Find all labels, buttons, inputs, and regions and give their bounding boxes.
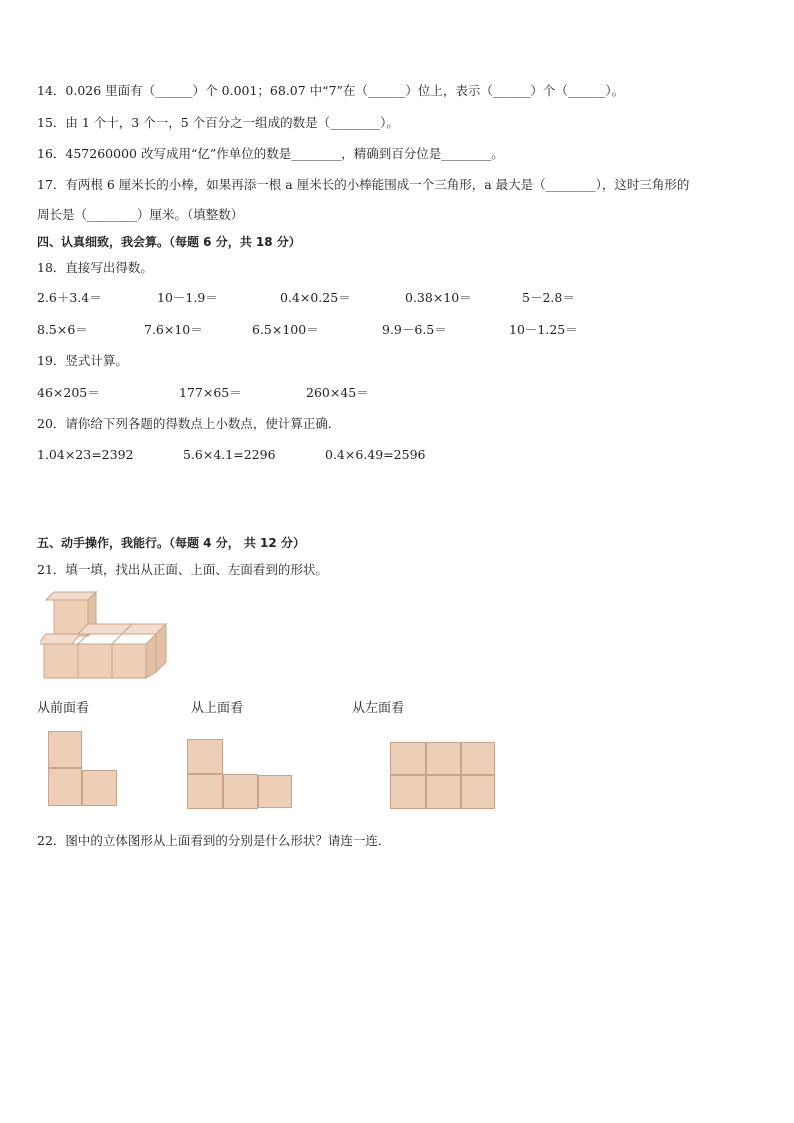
q19-expr: 177×65＝ — [179, 385, 242, 400]
q18-expr: 0.38×10＝ — [405, 290, 472, 305]
q20-expr: 0.4×6.49=2596 — [325, 447, 426, 462]
view-label-front: 从前面看 — [37, 701, 90, 716]
view-square — [426, 742, 461, 775]
view-square — [48, 768, 82, 806]
q20-expr: 1.04×23=2392 — [37, 447, 134, 462]
q19-expr: 260×45＝ — [306, 385, 369, 400]
question-20: 20．请你给下列各题的得数点上小数点，使计算正确． — [37, 416, 341, 431]
q18-expr: 10－1.9＝ — [157, 290, 218, 305]
question-15: 15．由 1 个十，3 个一，5 个百分之一组成的数是（________）。 — [37, 115, 399, 130]
view-square — [461, 775, 495, 809]
view-square — [187, 739, 223, 774]
q18-expr: 10－1.25＝ — [509, 322, 578, 337]
section-4-heading: 四、认真细致，我会算。（每题 6 分，共 18 分） — [37, 235, 301, 249]
view-square — [187, 774, 223, 809]
cube-stack-figure — [40, 588, 180, 684]
section-5-heading: 五、动手操作，我能行。（每题 4 分， 共 12 分） — [37, 536, 305, 550]
question-16: 16．457260000 改写成用“亿”作单位的数是________，精确到百分位是________。 — [37, 146, 504, 161]
q18-expr: 9.9－6.5＝ — [382, 322, 447, 337]
q18-expr: 5－2.8＝ — [522, 290, 575, 305]
q18-expr: 7.6×10＝ — [144, 322, 203, 337]
q18-expr: 2.6＋3.4＝ — [37, 290, 102, 305]
view-square — [223, 774, 258, 809]
view-label-top: 从上面看 — [191, 701, 244, 716]
question-17-line1: 17．有两根 6 厘米长的小棒，如果再添一根 a 厘米长的小棒能围成一个三角形，a 最大是（________），这时三角形的 — [37, 177, 690, 192]
view-square — [461, 742, 495, 775]
question-17-line2: 周长是（________）厘米。（填整数） — [37, 207, 244, 222]
question-19: 19．竖式计算。 — [37, 353, 128, 368]
question-18: 18．直接写出得数。 — [37, 260, 153, 275]
question-21: 21．填一填，找出从正面、上面、左面看到的形状。 — [37, 562, 328, 577]
q18-expr: 8.5×6＝ — [37, 322, 88, 337]
q19-expr: 46×205＝ — [37, 385, 100, 400]
question-14: 14．0.026 里面有（______）个 0.001；68.07 中“7”在（______）位上，表示（______）个（______）。 — [37, 83, 625, 98]
q18-expr: 6.5×100＝ — [252, 322, 319, 337]
question-22: 22．图中的立体图形从上面看到的分别是什么形状？请连一连． — [37, 833, 391, 848]
view-square — [82, 770, 117, 806]
q20-expr: 5.6×4.1=2296 — [183, 447, 276, 462]
q18-expr: 0.4×0.25＝ — [280, 290, 351, 305]
view-square — [390, 775, 426, 809]
view-square — [426, 775, 461, 809]
view-square — [258, 775, 292, 808]
view-square — [390, 742, 426, 775]
view-square — [48, 731, 82, 768]
view-label-left: 从左面看 — [352, 701, 405, 716]
